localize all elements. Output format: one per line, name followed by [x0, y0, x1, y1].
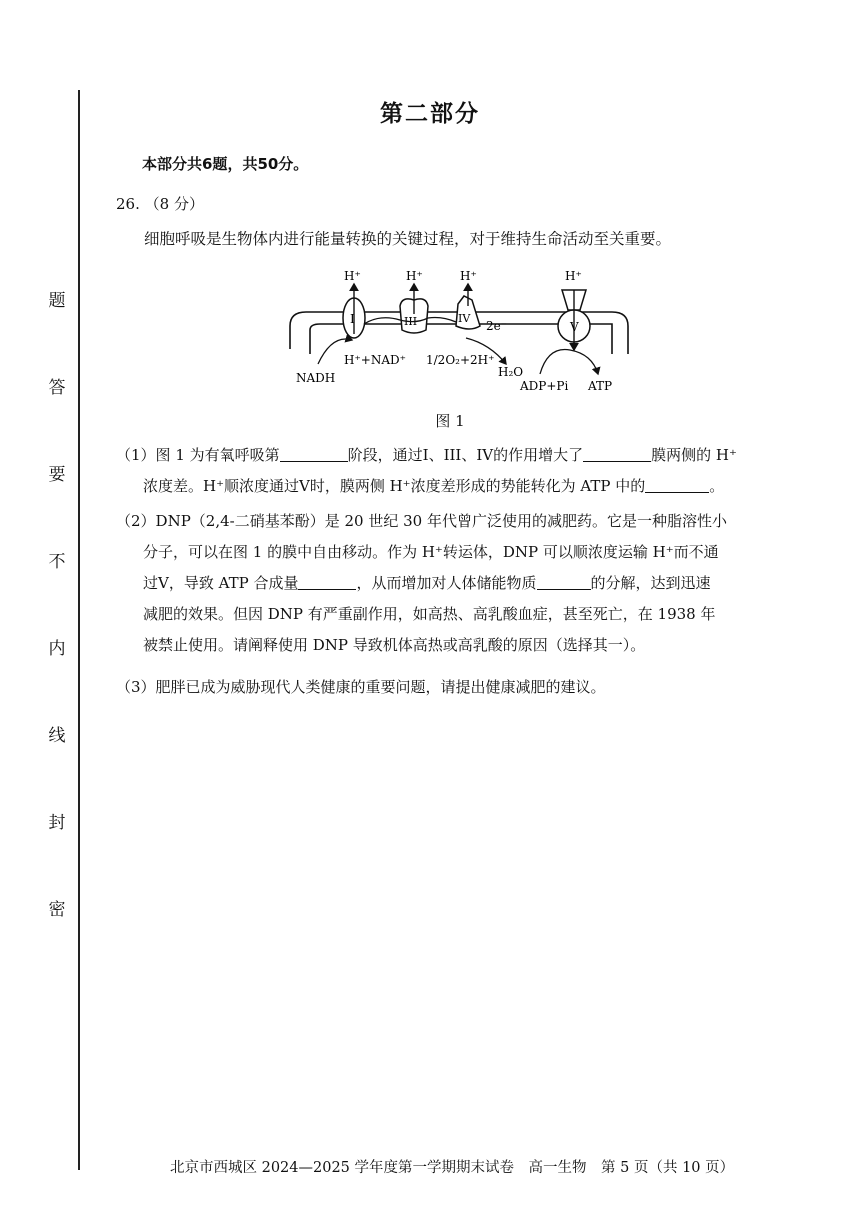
answer-blank[interactable] [645, 476, 709, 493]
question-part-1 [116, 440, 816, 502]
o2-h-label: 1/2O₂+2H⁺ [426, 353, 495, 367]
binding-line [78, 90, 80, 1170]
h2o-label: H₂O [498, 365, 524, 379]
seal-char: 密 [48, 900, 66, 920]
nadh-label: NADH [296, 371, 336, 385]
seal-char: 内 [48, 639, 66, 659]
two-electron-label: 2e⁻ [486, 319, 508, 333]
question-header [116, 193, 204, 214]
section-title: 第二部分 [380, 101, 480, 127]
part-text: 浓度差。H⁺顺浓度通过V时，膜两侧 H⁺浓度差形成的势能转化为 ATP 中的 [143, 477, 646, 495]
answer-blank[interactable] [583, 445, 651, 462]
question-part-2 [116, 506, 816, 661]
complex-i-label: I [350, 312, 355, 326]
part-text: ，从而增加对人体储能物质 [356, 574, 537, 592]
part-text: 图 1 为有氧呼吸第 [155, 446, 280, 464]
section-intro: 本部分共6题，共50分。 [142, 155, 309, 173]
respiration-diagram [280, 264, 640, 399]
complex-v-label: V [570, 320, 579, 334]
answer-blank[interactable] [280, 445, 348, 462]
h-plus-label: H⁺ [565, 269, 582, 283]
part-text: 肥胖已成为威胁现代人类健康的重要问题，请提出健康减肥的建议。 [155, 678, 606, 696]
part-text: 减肥的效果。但因 DNP 有严重副作用，如高热、高乳酸血症，甚至死亡，在 1938 年 [143, 605, 716, 623]
part-text: DNP（2,4-二硝基苯酚）是 20 世纪 30 年代曾广泛使用的减肥药。它是一种脂溶性小 [155, 512, 727, 530]
h-nad-label: H⁺+NAD⁺ [344, 353, 406, 367]
part-number: （3） [116, 678, 156, 696]
seal-char: 线 [48, 726, 66, 746]
h-plus-label: H⁺ [406, 269, 423, 283]
part-text: 的分解，达到迅速 [590, 574, 711, 592]
atp-label: ATP [588, 379, 613, 393]
seal-char: 要 [48, 465, 66, 485]
atp-arrow [540, 350, 598, 375]
seal-char: 题 [48, 291, 66, 311]
question-stem: 细胞呼吸是生物体内进行能量转换的关键过程，对于维持生命活动至关重要。 [144, 230, 672, 248]
part-text: 分子，可以在图 1 的膜中自由移动。作为 H⁺转运体，DNP 可以顺浓度运输 H⁺而不通 [143, 543, 719, 561]
part-text: 阶段，通过I、III、IV的作用增大了 [347, 446, 584, 464]
complex-iv-label: IV [458, 312, 471, 325]
figure-caption: 图 1 [435, 412, 465, 430]
answer-blank[interactable] [537, 573, 591, 590]
question-points: （8 分） [144, 195, 204, 213]
seal-char: 不 [48, 552, 66, 572]
part-text: 膜两侧的 H⁺ [651, 446, 737, 464]
seal-warning [44, 290, 70, 986]
part-text: 。 [709, 477, 725, 495]
h-plus-label: H⁺ [460, 269, 477, 283]
adp-pi-label: ADP+Pi [520, 379, 569, 393]
part-text: 过V，导致 ATP 合成量 [143, 574, 299, 592]
answer-blank[interactable] [298, 573, 356, 590]
part-number: （2） [116, 512, 156, 530]
page-footer: 北京市西城区 2024—2025 学年度第一学期期末试卷 高一生物 第 5 页（共 10 页） [170, 1160, 735, 1176]
h-plus-label: H⁺ [344, 269, 361, 283]
seal-char: 答 [48, 378, 66, 398]
question-part-3 [116, 672, 816, 703]
part-number: （1） [116, 446, 156, 464]
complex-iii-label: III [404, 315, 418, 328]
part-text: 被禁止使用。请阐释使用 DNP 导致机体高热或高乳酸的原因（选择其一）。 [143, 636, 646, 654]
question-number: 26. [116, 195, 140, 213]
seal-char: 封 [48, 813, 66, 833]
